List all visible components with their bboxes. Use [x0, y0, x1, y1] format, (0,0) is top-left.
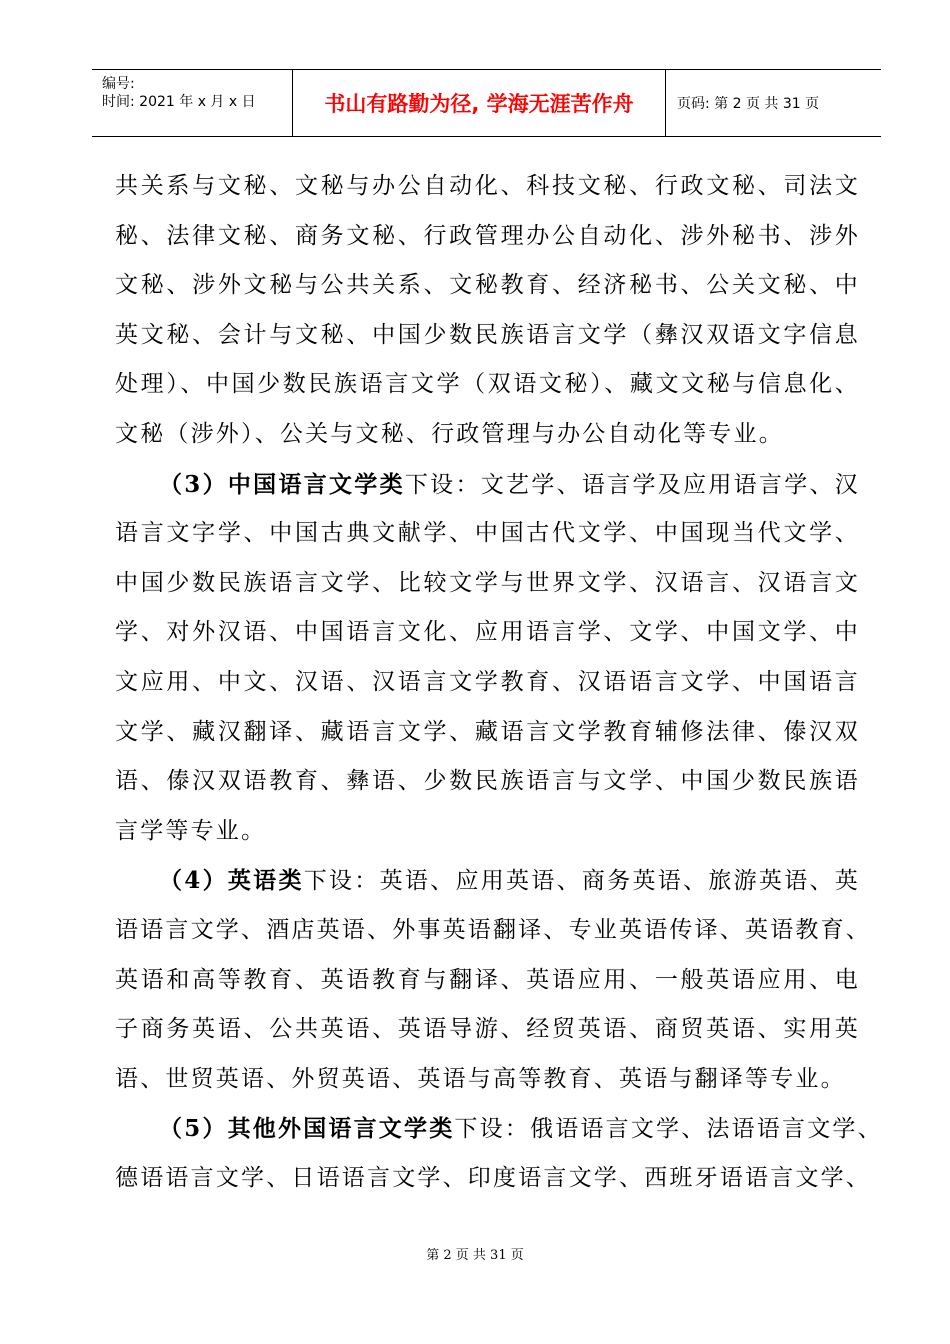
paragraph-first-line [115, 1104, 883, 1154]
header-page-cell [665, 70, 881, 136]
text-line: 德语语言文学、日语语言文学、印度语言文学、西班牙语语言文学、 [115, 1164, 871, 1191]
text-line: 文秘、涉外文秘与公共关系、文秘教育、经济秘书、公关文秘、中 [115, 272, 860, 299]
text-line: 学、对外汉语、中国语言文化、应用语言学、文学、中国文学、中 [115, 619, 860, 646]
text-line: 文应用、中文、汉语、汉语言文学教育、汉语语言文学、中国语言 [115, 668, 860, 695]
text-line: 语、世贸英语、外贸英语、英语与高等教育、英语与翻译等专业。 [115, 1065, 846, 1092]
text-line: 处理）、中国少数民族语言文学（双语文秘）、藏文文秘与信息化、 [115, 371, 860, 398]
document-time-label: 时间: 2021 年 x 月 x 日 [102, 94, 256, 110]
text-line: 英语和高等教育、英语教育与翻译、英语应用、一般英语应用、电 [115, 966, 860, 993]
body-paragraph [115, 162, 860, 460]
text-line: 语言文字学、中国古典文献学、中国古代文学、中国现当代文学、 [115, 520, 860, 547]
document-body [115, 162, 883, 1203]
text-line: 语语言文学、酒店英语、外事英语翻译、专业英语传译、英语教育、 [115, 916, 871, 943]
header-page-number: 页码: 第 2 页 共 31 页 [677, 96, 820, 112]
text-line: 文秘（涉外）、公关与文秘、行政管理与办公自动化等专业。 [115, 420, 784, 447]
text-line: 共关系与文秘、文秘与办公自动化、科技文秘、行政文秘、司法文 [115, 173, 860, 199]
body-paragraph [115, 1104, 883, 1203]
document-code-label: 编号: [102, 76, 135, 92]
text-line: 秘、法律文秘、商务文秘、行政管理办公自动化、涉外秘书、涉外 [115, 222, 860, 249]
category-heading: （3）中国语言文学类 [159, 470, 405, 498]
header-motto-cell [292, 70, 666, 136]
body-paragraph [115, 460, 860, 857]
text-line: 中国少数民族语言文学、比较文学与世界文学、汉语言、汉语言文 [115, 569, 860, 596]
text-line: 子商务英语、公共英语、英语导游、经贸英语、商贸英语、实用英 [115, 1016, 860, 1043]
text-line: 文学、藏汉翻译、藏语言文学、藏语言文学教育辅修法律、傣汉双 [115, 718, 860, 745]
paragraph-first-line [115, 460, 860, 510]
text-line: 语、傣汉双语教育、彝语、少数民族语言与文学、中国少数民族语 [115, 768, 860, 795]
category-heading: （4）英语类 [159, 867, 304, 895]
text-line: 英文秘、会计与文秘、中国少数民族语言文学（彝汉双语文字信息 [115, 321, 860, 348]
paragraph-first-line [115, 856, 860, 906]
category-description: 下设：英语、应用英语、商务英语、旅游英语、英 [303, 868, 860, 895]
document-header [92, 69, 881, 137]
body-paragraph [115, 856, 871, 1104]
text-line: 言学等专业。 [115, 817, 267, 844]
header-motto: 书山有路勤为径, 学海无涯苦作舟 [324, 92, 634, 116]
category-description: 下设：俄语语言文学、法语语言文学、 [454, 1116, 883, 1143]
category-description: 下设：文艺学、语言学及应用语言学、汉 [404, 471, 860, 498]
page-footer: 第 2 页 共 31 页 [426, 1248, 524, 1263]
header-meta-cell [92, 70, 292, 136]
category-heading: （5）其他外国语言文学类 [159, 1115, 455, 1143]
